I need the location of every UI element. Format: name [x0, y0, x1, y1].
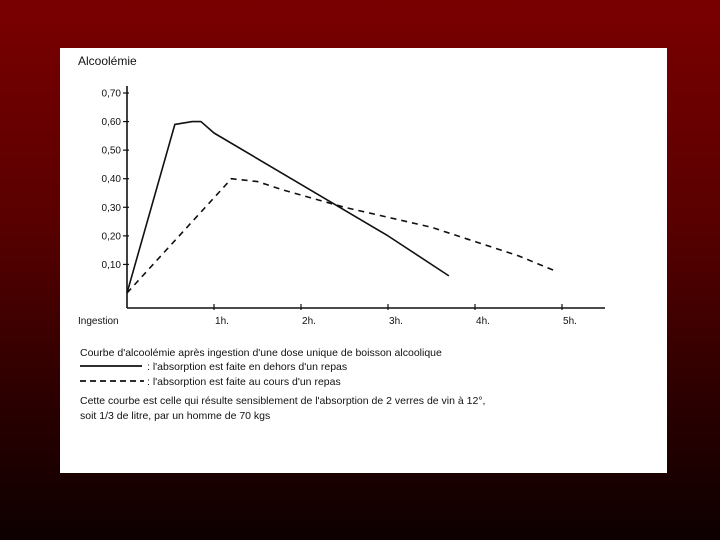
y-tick-label: 0,20	[101, 231, 121, 243]
x-tick-label: 2h.	[302, 316, 316, 327]
y-tick-label: 0,50	[101, 145, 121, 157]
y-axis-title: Alcoolémie	[78, 54, 137, 68]
chart-note-line-2: soit 1/3 de litre, par un homme de 70 kgs	[80, 410, 271, 422]
x-tick-label: 3h.	[389, 316, 403, 327]
x-tick-label: 5h.	[563, 316, 577, 327]
y-tick-label: 0,40	[101, 174, 121, 186]
y-ticks	[102, 89, 129, 271]
x-tick-label: 1h.	[215, 316, 229, 327]
chart-panel	[60, 48, 667, 473]
x-tick-label: 4h.	[476, 316, 490, 327]
series-line-with-meal	[127, 179, 553, 293]
legend-solid-label: : l'absorption est faite en dehors d'un repas	[147, 361, 348, 373]
chart-note-line-1: Cette courbe est celle qui résulte sensiblement de l'absorption de 2 verres de vin à 12°,	[80, 395, 486, 407]
series-line-without-meal	[127, 122, 449, 293]
alcoholemia-chart	[60, 48, 667, 473]
y-tick-label: 0,30	[101, 202, 121, 214]
y-tick-label: 0,10	[101, 259, 121, 271]
y-tick-label: 0,70	[101, 88, 121, 100]
legend-dashed-label: : l'absorption est faite au cours d'un repas	[147, 376, 341, 388]
y-tick-label: 0,60	[101, 117, 121, 129]
x-tick-label: Ingestion	[78, 316, 119, 327]
series-lines	[127, 122, 553, 293]
chart-caption-title: Courbe d'alcoolémie après ingestion d'une dose unique de boisson alcoolique	[80, 347, 442, 359]
